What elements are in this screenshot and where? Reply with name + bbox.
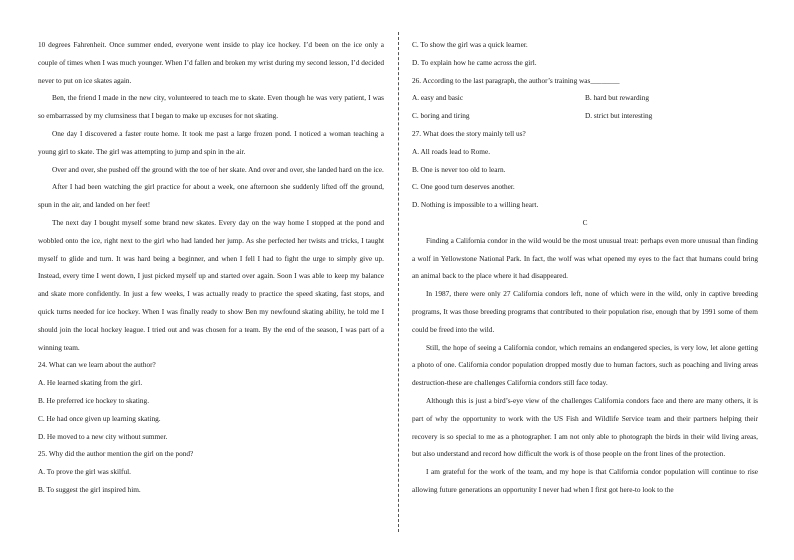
- answer-option: D. strict but interesting: [585, 111, 653, 121]
- answer-option: A. He learned skating from the girl.: [38, 378, 143, 388]
- answer-option: B. One is never too old to learn.: [412, 164, 506, 174]
- answer-option: C. He had once given up learning skating.: [38, 413, 161, 423]
- passage-paragraph-continued: 10 degrees Fahrenheit. Once summer ended, everyone went inside to play ice hockey. I’d been on the ice only a couple of times when I was much younger. When I’d fallen and broken my wrist during my second lesson, I’d decided never to put on ice skates again.: [38, 40, 384, 85]
- question-stem: 24. What can we learn about the author?: [38, 360, 156, 370]
- answer-option: C. To show the girl was a quick learner.: [412, 40, 528, 49]
- passage-paragraph: Finding a California condor in the wild would be the most unusual treat: perhaps even more unusual than finding a wolf in Yellowstone National Park. In fact, the wolf was what opened my eyes to the fact that humans could bring an animal back to the place where it had disappeared.: [412, 235, 758, 281]
- section-label: C: [582, 217, 588, 227]
- answer-option: D. He moved to a new city without summer.: [38, 431, 168, 441]
- answer-option: A. easy and basic: [412, 93, 464, 103]
- passage-paragraph: Ben, the friend I made in the new city, volunteered to teach me to skate. Even though he was very patient, I was so embarrassed by my clumsiness that I began to make up excuses for not skating.: [38, 93, 384, 121]
- left-column: [38, 36, 384, 499]
- question-stem: 25. Why did the author mention the girl on the pond?: [38, 449, 194, 459]
- question-27: [412, 125, 758, 214]
- passage-paragraph: Although this is just a bird’s-eye view of the challenges California condors face and there are many others, it is part of why the opportunity to work with the US Fish and Wildlife Service team and their partners helping their recovery is so special to me as a photographer. I am not only able to photograph the birds in their wild living areas, but also understand and record how difficult the work is of those people on the front lines of the protection.: [412, 395, 758, 459]
- answer-option: D. Nothing is impossible to a willing heart.: [412, 200, 539, 210]
- question-26: [412, 72, 758, 125]
- answer-option: C. One good turn deserves another.: [412, 182, 515, 192]
- answer-option: C. boring and tiring: [412, 111, 470, 121]
- question-stem: 26. According to the last paragraph, the author’s training was________: [412, 75, 620, 85]
- answer-option: B. He preferred ice hockey to skating.: [38, 395, 150, 405]
- passage-paragraph: I am grateful for the work of the team, and my hope is that California condor population will continue to rise allowing future generations an opportunity I never had when I first got here-to look to the: [412, 467, 758, 494]
- question-25: [38, 445, 384, 498]
- passage-paragraph: The next day I bought myself some brand new skates. Every day on the way home I stopped at the pond and wobbled onto the ice, right next to the girl who had landed her jump. As she perfected her twists and tricks, I taught myself to glide and turn. It was hard being a beginner, and when I fell I had to fight the urge to simply give up. Instead, every time I went down, I just picked myself up and started over again. Soon I was able to keep my balance and skate more confidently. In just a few weeks, I was actually ready to practice the speed skating, fast stops, and quick turns needed for ice hockey. When I was finally ready to show Ben my newfound skating ability, he told me I should join the local hockey league. I tried out and was chosen for a team. By the end of the season, I was part of a winning team.: [38, 217, 384, 352]
- passage-paragraph: Over and over, she pushed off the ground with the toe of her skate. And over and over, she landed hard on the ice.: [52, 164, 384, 174]
- passage-paragraph: One day I discovered a faster route home. It took me past a large frozen pond. I noticed a woman teaching a young girl to skate. The girl was attempting to jump and spin in the air.: [38, 128, 384, 156]
- column-divider: [398, 32, 399, 532]
- passage-paragraph: Still, the hope of seeing a California condor, which remains an endangered species, is very low, let alone getting a photo of one. California condor population dropped mostly due to human factors, such as poaching and living areas destruction-these are challenges California condors still face today.: [412, 342, 758, 388]
- answer-option: B. hard but rewarding: [585, 93, 650, 103]
- answer-option: B. To suggest the girl inspired him.: [38, 484, 141, 494]
- question-25-continued: [412, 36, 758, 72]
- right-column: [412, 36, 758, 499]
- passage-paragraph: In 1987, there were only 27 California condors left, none of which were in the wild, only in captive breeding programs, It was those breeding programs that contributed to their population rise, enough that by 1991 some of them could be freed into the wild.: [412, 289, 758, 334]
- answer-option: A. To prove the girl was skilful.: [38, 467, 131, 477]
- answer-option: D. To explain how he came across the girl.: [412, 57, 537, 67]
- passage-paragraph: After I had been watching the girl practice for about a week, one afternoon she suddenly lifted off the ground, spun in the air, and landed on her feet!: [38, 182, 384, 210]
- answer-option: A. All roads lead to Rome.: [412, 146, 491, 156]
- question-24: [38, 356, 384, 445]
- question-stem: 27. What does the story mainly tell us?: [412, 128, 526, 138]
